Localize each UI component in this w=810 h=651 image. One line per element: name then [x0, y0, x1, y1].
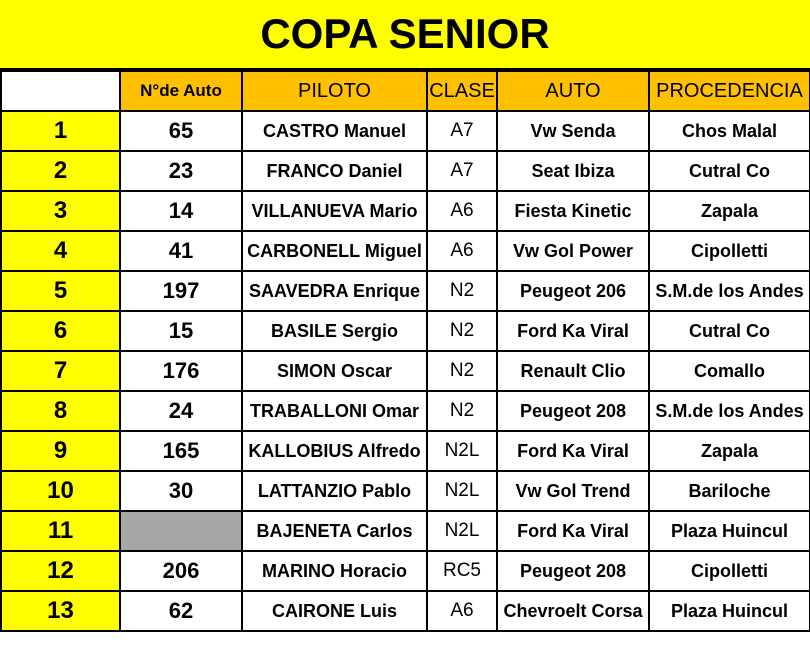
- car-cell: Ford Ka Viral: [497, 431, 649, 471]
- table-row: [1, 431, 810, 471]
- origin-cell: S.M.de los Andes: [649, 391, 810, 431]
- origin-cell: Plaza Huincul: [649, 511, 810, 551]
- origin-cell: Bariloche: [649, 471, 810, 511]
- position-cell: 12: [1, 551, 120, 591]
- class-cell: A7: [427, 151, 497, 191]
- table-row: [1, 591, 810, 631]
- car-number-cell: 24: [120, 391, 242, 431]
- car-number-cell: 176: [120, 351, 242, 391]
- car-number-cell: 30: [120, 471, 242, 511]
- driver-cell: CASTRO Manuel: [242, 111, 427, 151]
- class-cell: RC5: [427, 551, 497, 591]
- position-cell: 1: [1, 111, 120, 151]
- class-cell: A6: [427, 591, 497, 631]
- car-cell: Peugeot 208: [497, 391, 649, 431]
- car-cell: Peugeot 208: [497, 551, 649, 591]
- car-cell: Seat Ibiza: [497, 151, 649, 191]
- origin-cell: S.M.de los Andes: [649, 271, 810, 311]
- car-number-cell: [120, 511, 242, 551]
- driver-cell: LATTANZIO Pablo: [242, 471, 427, 511]
- position-cell: 3: [1, 191, 120, 231]
- origin-cell: Cutral Co: [649, 311, 810, 351]
- driver-cell: FRANCO Daniel: [242, 151, 427, 191]
- table-row: [1, 551, 810, 591]
- position-cell: 10: [1, 471, 120, 511]
- driver-cell: CARBONELL Miguel: [242, 231, 427, 271]
- origin-cell: Plaza Huincul: [649, 591, 810, 631]
- origin-cell: Cipolletti: [649, 231, 810, 271]
- car-number-cell: 41: [120, 231, 242, 271]
- table-row: [1, 391, 810, 431]
- header-origin: PROCEDENCIA: [649, 71, 810, 111]
- class-cell: N2L: [427, 471, 497, 511]
- driver-cell: BASILE Sergio: [242, 311, 427, 351]
- table-row: [1, 191, 810, 231]
- class-cell: N2: [427, 391, 497, 431]
- header-class: CLASE: [427, 71, 497, 111]
- class-cell: N2: [427, 351, 497, 391]
- car-number-cell: 62: [120, 591, 242, 631]
- car-cell: Peugeot 206: [497, 271, 649, 311]
- driver-cell: VILLANUEVA Mario: [242, 191, 427, 231]
- car-cell: Chevroelt Corsa: [497, 591, 649, 631]
- table-row: [1, 231, 810, 271]
- driver-cell: SIMON Oscar: [242, 351, 427, 391]
- table-row: [1, 151, 810, 191]
- car-number-cell: 23: [120, 151, 242, 191]
- origin-cell: Cutral Co: [649, 151, 810, 191]
- table-row: [1, 271, 810, 311]
- driver-cell: BAJENETA Carlos: [242, 511, 427, 551]
- position-cell: 13: [1, 591, 120, 631]
- car-cell: Renault Clio: [497, 351, 649, 391]
- table-row: [1, 351, 810, 391]
- car-cell: Ford Ka Viral: [497, 311, 649, 351]
- driver-cell: CAIRONE Luis: [242, 591, 427, 631]
- header-row: [1, 71, 810, 111]
- driver-cell: KALLOBIUS Alfredo: [242, 431, 427, 471]
- position-cell: 6: [1, 311, 120, 351]
- header-driver: PILOTO: [242, 71, 427, 111]
- page-title: COPA SENIOR: [0, 0, 810, 70]
- class-cell: N2: [427, 311, 497, 351]
- position-cell: 11: [1, 511, 120, 551]
- table-row: [1, 111, 810, 151]
- position-cell: 4: [1, 231, 120, 271]
- header-position-blank: [1, 71, 120, 111]
- car-cell: Vw Senda: [497, 111, 649, 151]
- class-cell: A7: [427, 111, 497, 151]
- results-table: [0, 70, 810, 632]
- car-number-cell: 15: [120, 311, 242, 351]
- class-cell: A6: [427, 191, 497, 231]
- car-cell: Ford Ka Viral: [497, 511, 649, 551]
- car-cell: Vw Gol Trend: [497, 471, 649, 511]
- header-car: AUTO: [497, 71, 649, 111]
- position-cell: 8: [1, 391, 120, 431]
- car-number-cell: 197: [120, 271, 242, 311]
- position-cell: 2: [1, 151, 120, 191]
- driver-cell: MARINO Horacio: [242, 551, 427, 591]
- car-number-cell: 206: [120, 551, 242, 591]
- driver-cell: SAAVEDRA Enrique: [242, 271, 427, 311]
- position-cell: 5: [1, 271, 120, 311]
- table-header: [1, 71, 810, 111]
- table-body: [1, 111, 810, 631]
- car-cell: Vw Gol Power: [497, 231, 649, 271]
- header-car-number: N°de Auto: [120, 71, 242, 111]
- car-number-cell: 14: [120, 191, 242, 231]
- car-number-cell: 165: [120, 431, 242, 471]
- origin-cell: Cipolletti: [649, 551, 810, 591]
- origin-cell: Zapala: [649, 191, 810, 231]
- origin-cell: Zapala: [649, 431, 810, 471]
- table-row: [1, 471, 810, 511]
- table-row: [1, 311, 810, 351]
- car-number-cell: 65: [120, 111, 242, 151]
- origin-cell: Chos Malal: [649, 111, 810, 151]
- class-cell: A6: [427, 231, 497, 271]
- driver-cell: TRABALLONI Omar: [242, 391, 427, 431]
- car-cell: Fiesta Kinetic: [497, 191, 649, 231]
- position-cell: 9: [1, 431, 120, 471]
- table-row: [1, 511, 810, 551]
- position-cell: 7: [1, 351, 120, 391]
- origin-cell: Comallo: [649, 351, 810, 391]
- class-cell: N2L: [427, 431, 497, 471]
- class-cell: N2: [427, 271, 497, 311]
- class-cell: N2L: [427, 511, 497, 551]
